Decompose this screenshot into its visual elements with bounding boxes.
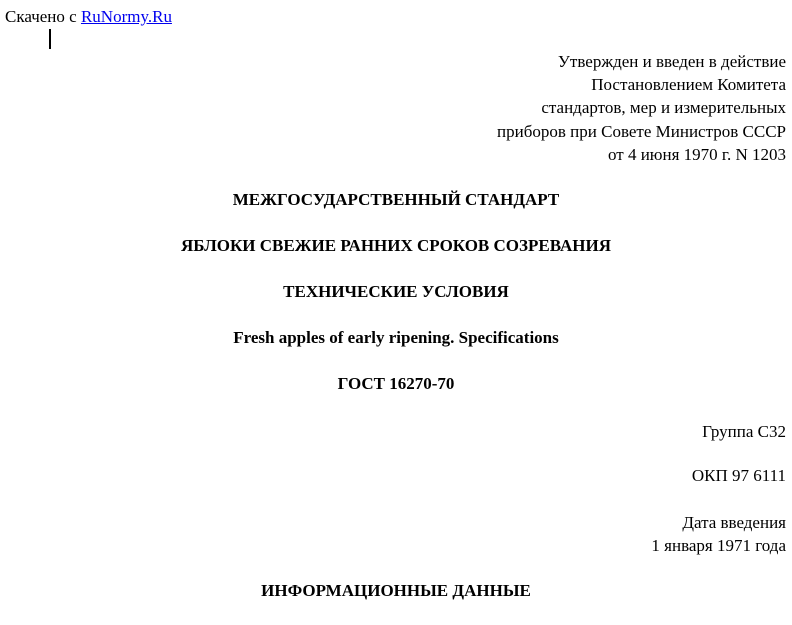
approval-line: Утвержден и введен в действие (557, 52, 786, 71)
runormy-link[interactable]: RuNormy.Ru (80, 7, 172, 26)
okp-label: ОКП 97 6111 (691, 466, 786, 485)
information-section-heading: ИНФОРМАЦИОННЫЕ ДАННЫЕ (261, 581, 531, 600)
english-title: Fresh apples of early ripening. Specifications (233, 328, 559, 347)
intro-date-value: 1 января 1971 года (651, 536, 786, 555)
standard-type-heading: МЕЖГОСУДАРСТВЕННЫЙ СТАНДАРТ (232, 190, 560, 209)
approval-block (497, 50, 786, 166)
text-cursor (49, 29, 51, 49)
gost-code: ГОСТ 16270-70 (337, 374, 455, 393)
download-source-prefix: Скачено с (5, 7, 77, 26)
document-subtitle: ТЕХНИЧЕСКИЕ УСЛОВИЯ (283, 282, 509, 301)
approval-line: стандартов, мер и измерительных (541, 98, 786, 118)
intro-date-label: Дата введения (682, 513, 786, 532)
approval-line: Постановлением Комитета (591, 75, 786, 95)
download-source-line (5, 5, 172, 28)
approval-line: от 4 июня 1970 г. N 1203 (607, 144, 786, 164)
document-title: ЯБЛОКИ СВЕЖИЕ РАННИХ СРОКОВ СОЗРЕВАНИЯ (180, 236, 611, 255)
approval-line: приборов при Совете Министров СССР (497, 121, 786, 141)
group-label: Группа С32 (702, 422, 786, 441)
